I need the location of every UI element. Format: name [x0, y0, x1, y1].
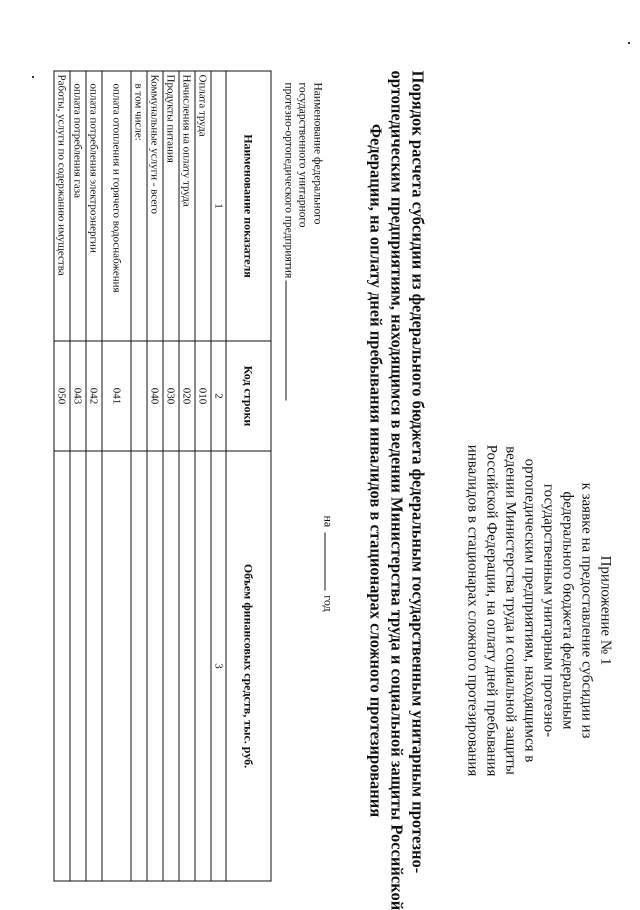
organization-name-field	[281, 82, 325, 392]
indicators-table	[53, 70, 271, 881]
org-label-line: Наименование федерального	[311, 82, 323, 224]
row-code: 040	[147, 341, 163, 451]
appendix-line: государственным унитарным протезно-	[540, 483, 556, 737]
row-name: Начисления на оплату труда	[179, 71, 195, 341]
year-blank	[324, 532, 325, 590]
row-value	[70, 451, 86, 881]
title-line: ортопедическим предприятиям, находящимся в ведении Министерства труда и социальной защиты Российской	[387, 70, 406, 910]
row-value	[147, 451, 163, 881]
row-code: 043	[70, 341, 86, 451]
table-row	[179, 71, 195, 881]
header-amount: Объем финансовых средств, тыс. руб.	[226, 451, 271, 881]
year-prefix: на	[321, 515, 335, 527]
title-line: Федерации, на оплату дней пребывания инвалидов в стационарах сложного протезирования	[366, 123, 385, 817]
column-number: 1	[211, 71, 226, 341]
appendix-line: к заявке на предоставление субсидии из	[578, 482, 594, 738]
year-suffix: год	[321, 594, 335, 612]
row-code: 030	[163, 341, 179, 451]
row-value	[163, 451, 179, 881]
row-code	[131, 341, 147, 451]
row-value	[179, 451, 195, 881]
table-row	[163, 71, 179, 881]
appendix-number: Приложение № 1	[597, 555, 613, 665]
row-code: 020	[179, 341, 195, 451]
document-title	[365, 70, 428, 910]
row-value	[195, 451, 211, 881]
table-header-row	[226, 71, 271, 881]
title-line: Порядок расчета субсидии из федерального бюджета федеральным государственным унитарным протезно-	[408, 70, 427, 873]
appendix-line: ортопедическим предприятиям, находящимся в	[521, 458, 537, 762]
appendix-line: Российской Федерации, на оплату дней пребывания	[483, 444, 499, 776]
row-name: оплата отопления и горячего водоснабжения	[102, 71, 131, 341]
row-value	[131, 451, 147, 881]
appendix-line: федерального бюджета федеральным	[559, 490, 575, 729]
row-name: Коммунальные услуги - всего	[147, 71, 163, 341]
column-number: 3	[211, 451, 226, 881]
column-number-row	[211, 71, 226, 881]
row-value	[54, 451, 70, 881]
table-row	[131, 71, 147, 881]
appendix-header	[462, 350, 614, 870]
row-name: в том числе:	[131, 71, 147, 341]
row-code: 041	[102, 341, 131, 451]
table-row	[195, 71, 211, 881]
header-indicator-name: Наименование показателя	[226, 71, 271, 341]
row-code: 042	[86, 341, 102, 451]
table-row	[70, 71, 86, 881]
table-row	[54, 71, 70, 881]
row-name: Работы, услуги по содержанию имущества	[54, 71, 70, 341]
row-value	[86, 451, 102, 881]
row-name: оплата потребления электроэнергии	[86, 71, 102, 341]
column-number: 2	[211, 341, 226, 451]
header-row-code: Код строки	[226, 341, 271, 451]
org-label-line: протезно-ортопедического предприятия	[281, 82, 296, 392]
row-value	[102, 451, 131, 881]
table-row	[102, 71, 131, 881]
row-name: оплата потребления газа	[70, 71, 86, 341]
row-code: 010	[195, 341, 211, 451]
table-row	[86, 71, 102, 881]
table-row	[147, 71, 163, 881]
row-code: 050	[54, 341, 70, 451]
appendix-line: инвалидов в стационарах сложного протезирования	[464, 444, 480, 776]
year-field	[320, 515, 335, 611]
appendix-line: ведении Министерства труда и социальной защиты	[502, 445, 518, 775]
row-name: Оплата труда	[195, 71, 211, 341]
org-label-line: государственного унитарного	[296, 82, 309, 228]
row-name: Продукты питания	[163, 71, 179, 341]
org-name-blank	[285, 280, 286, 400]
